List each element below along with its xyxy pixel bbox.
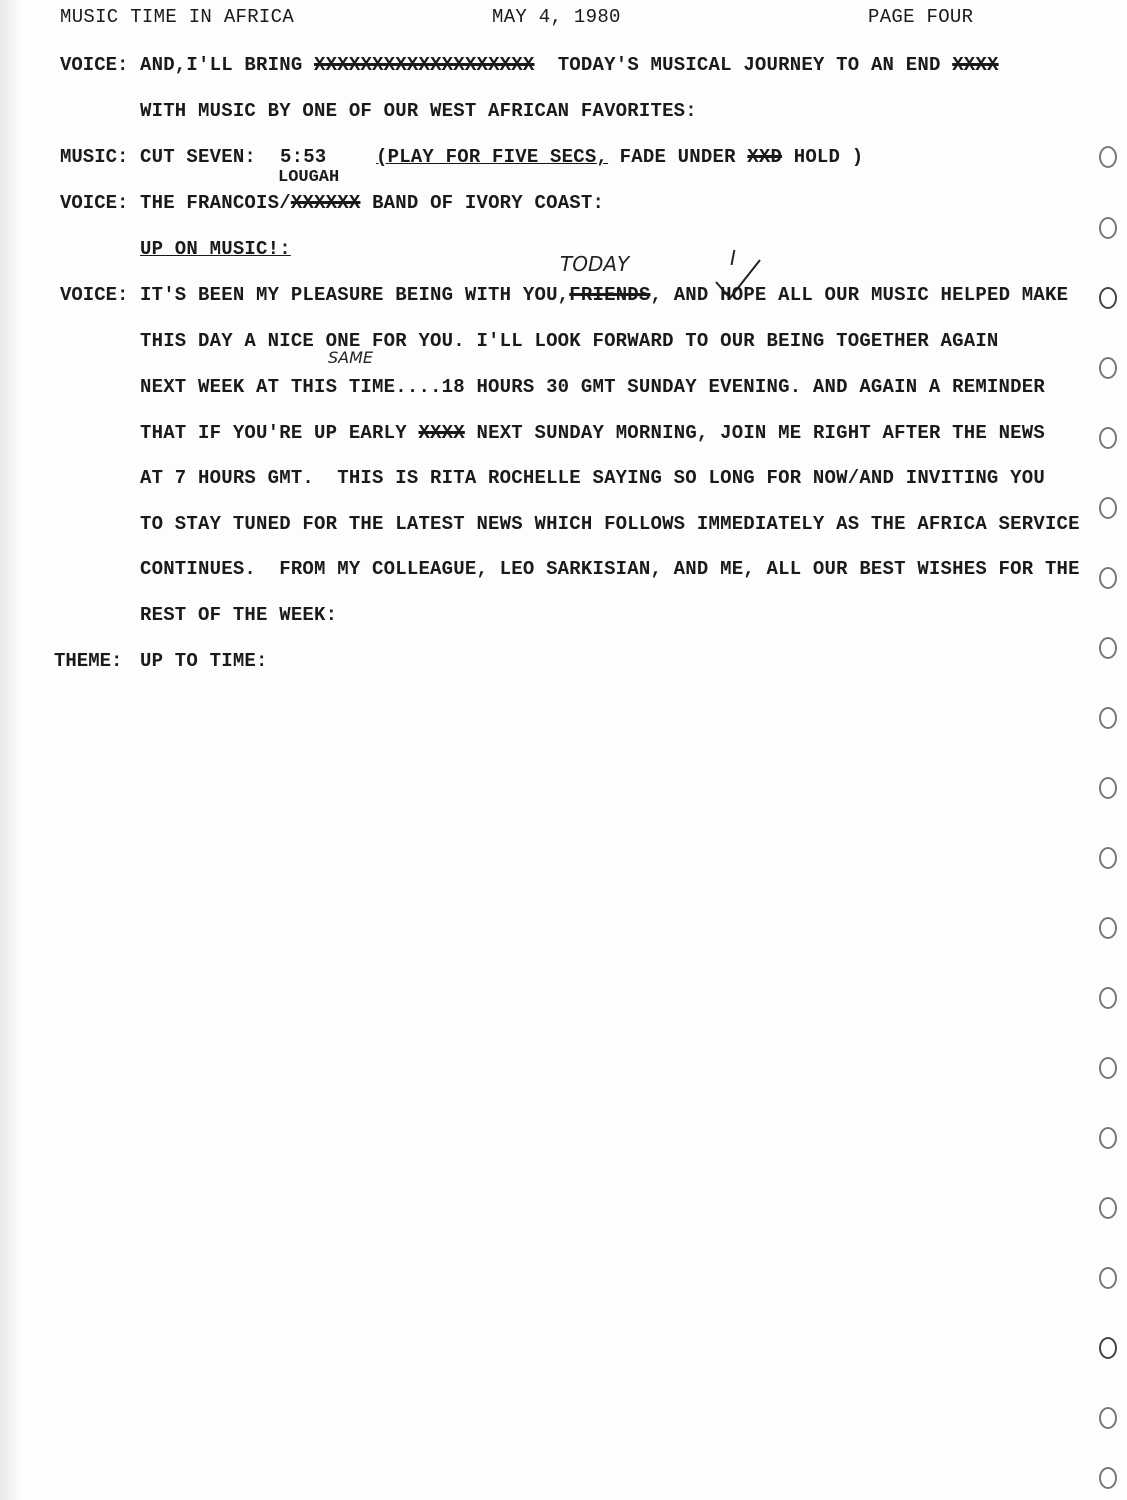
binder-hole — [1099, 987, 1117, 1009]
program-title: MUSIC TIME IN AFRICA — [60, 6, 295, 28]
binder-hole — [1099, 917, 1117, 939]
theme-label: THEME: — [54, 650, 123, 672]
binder-hole — [1099, 567, 1117, 589]
voice-line-3-a: IT'S BEEN MY PLEASURE BEING WITH YOU, — [140, 284, 570, 306]
struck-text-and: XXD — [747, 146, 783, 168]
voice-line-3-b: , AND — [650, 284, 709, 306]
binder-hole — [1099, 847, 1117, 869]
voice-line-6-a: THAT IF YOU'RE UP EARLY — [140, 422, 407, 444]
voice-label-3: VOICE: — [60, 284, 129, 306]
page-edge-shadow — [0, 0, 22, 1500]
voice-line-2: WITH MUSIC BY ONE OF OUR WEST AFRICAN FAVORITES: — [140, 100, 697, 122]
music-cut: CUT SEVEN: — [140, 146, 257, 168]
lougah-insert: LOUGAH — [278, 168, 340, 187]
struck-text-friends: FRIENDS — [569, 284, 651, 306]
music-direction — [376, 146, 863, 168]
music-duration: 5:53 — [280, 146, 327, 168]
band-line-a: THE FRANCOIS/ — [140, 192, 291, 214]
binder-hole — [1099, 1407, 1117, 1429]
struck-text-1: XXXXXXXXXXXXXXXXXXX — [314, 54, 535, 76]
binder-hole — [1099, 357, 1117, 379]
voice-line-6-b: NEXT SUNDAY MORNING, JOIN ME RIGHT AFTER THE NEWS — [476, 422, 1045, 444]
voice-line-8: TO STAY TUNED FOR THE LATEST NEWS WHICH FOLLOWS IMMEDIATELY AS THE AFRICA SERVICE — [140, 513, 1080, 535]
band-line — [140, 192, 604, 214]
handwritten-today: TODAY — [560, 252, 630, 276]
music-direction-c: HOLD ) — [793, 146, 864, 168]
binder-hole — [1099, 217, 1117, 239]
binder-hole — [1099, 497, 1117, 519]
binder-hole — [1099, 777, 1117, 799]
binder-hole — [1099, 1267, 1117, 1289]
binder-hole — [1099, 1467, 1117, 1489]
handwritten-same: SAME — [328, 348, 374, 367]
struck-text-1b: XXXX — [952, 54, 999, 76]
voice-line-1 — [140, 54, 999, 76]
voice-line-7: AT 7 HOURS GMT. THIS IS RITA ROCHELLE SAYING SO LONG FOR NOW/AND INVITING YOU — [140, 467, 1045, 489]
music-direction-a: (PLAY FOR FIVE SECS, — [376, 146, 609, 168]
voice-line-10: REST OF THE WEEK: — [140, 604, 338, 626]
voice-line-4: THIS DAY A NICE ONE FOR YOU. I'LL LOOK FORWARD TO OUR BEING TOGETHER AGAIN — [140, 330, 999, 352]
theme-cue: UP TO TIME: — [140, 650, 268, 672]
voice-line-1-text-a: AND,I'LL BRING — [140, 54, 303, 76]
voice-line-3 — [140, 284, 1068, 306]
music-direction-b: FADE UNDER — [619, 146, 736, 168]
voice-label-2: VOICE: — [60, 192, 129, 214]
handwritten-i: I — [730, 246, 736, 270]
up-on-music-cue: UP ON MUSIC!: — [140, 238, 291, 260]
binder-hole — [1099, 1057, 1117, 1079]
voice-line-9: CONTINUES. FROM MY COLLEAGUE, LEO SARKISIAN, AND ME, ALL OUR BEST WISHES FOR THE — [140, 558, 1080, 580]
binder-holes — [1087, 0, 1127, 1500]
page-number: PAGE FOUR — [868, 6, 974, 28]
struck-text-band: XXXXXX — [290, 192, 361, 214]
binder-hole — [1099, 1337, 1117, 1359]
binder-hole — [1099, 707, 1117, 729]
voice-line-6 — [140, 422, 1045, 444]
voice-label-1: VOICE: — [60, 54, 129, 76]
struck-text-xxx: XXXX — [418, 422, 465, 444]
binder-hole — [1099, 1197, 1117, 1219]
band-line-b: BAND OF IVORY COAST: — [372, 192, 605, 214]
broadcast-date: MAY 4, 1980 — [492, 6, 621, 28]
voice-line-5: NEXT WEEK AT THIS TIME....18 HOURS 30 GMT SUNDAY EVENING. AND AGAIN A REMINDER — [140, 376, 1045, 398]
binder-hole — [1099, 1127, 1117, 1149]
binder-hole — [1099, 427, 1117, 449]
binder-hole — [1099, 287, 1117, 309]
voice-line-3-c: HOPE ALL OUR MUSIC HELPED MAKE — [720, 284, 1069, 306]
voice-line-1-text-b: TODAY'S MUSICAL JOURNEY TO AN END — [557, 54, 941, 76]
music-label: MUSIC: — [60, 146, 129, 168]
binder-hole — [1099, 146, 1117, 168]
binder-hole — [1099, 637, 1117, 659]
